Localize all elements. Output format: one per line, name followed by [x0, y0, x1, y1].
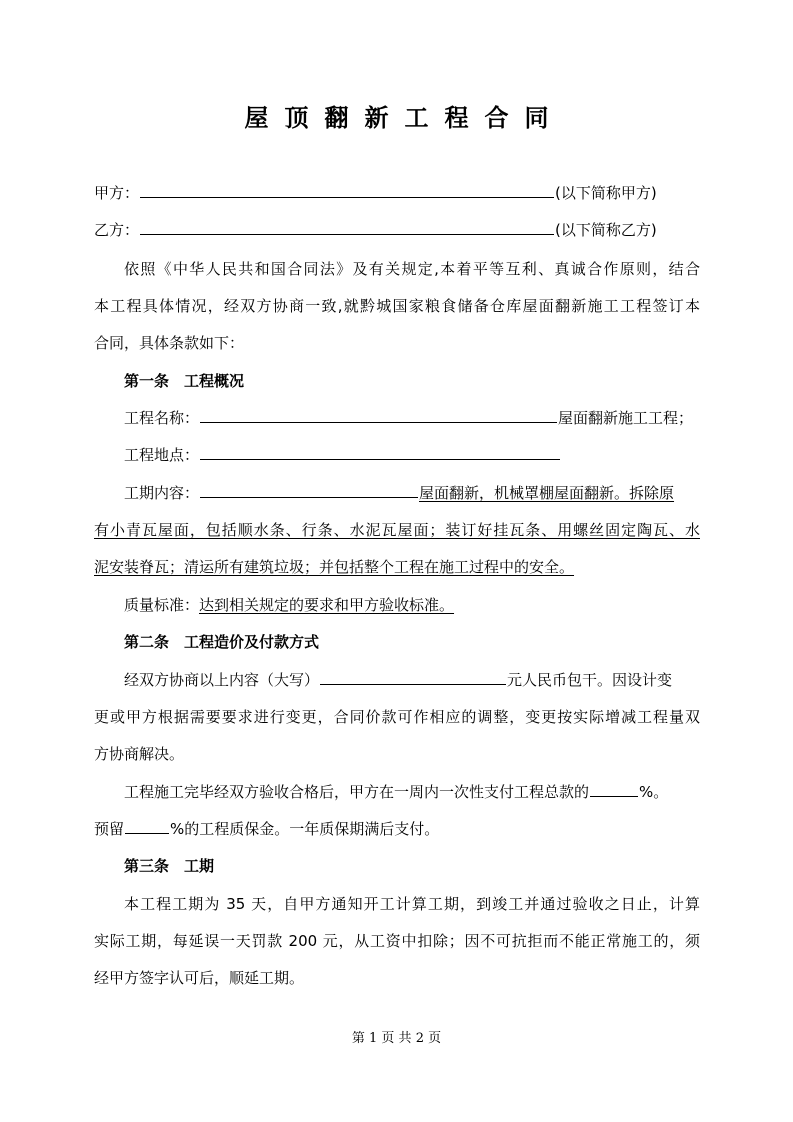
payment-suffix: %。	[639, 783, 669, 801]
work-content-text-2: 有小青瓦屋面，包括顺水条、行条、水泥瓦屋面；装订好挂瓦条、用螺丝固定陶瓦、水	[94, 521, 700, 539]
article-3-heading: 第三条 工期	[124, 857, 215, 875]
project-name-suffix: 屋面翻新施工工程；	[558, 409, 694, 427]
price-prefix: 经双方协商以上内容（大写）	[124, 671, 320, 689]
price-line-2: 更或甲方根据需要要求进行变更，合同价款可作相应的调整，变更按实际增减工程量双	[94, 708, 700, 726]
project-site-label: 工程地点：	[124, 446, 200, 464]
schedule-line-1: 本工程工期为 35 天，自甲方通知开工计算工期，到竣工并通过验收之日止，计算	[124, 895, 700, 913]
payment-line-2	[94, 811, 700, 847]
party-b-blank	[140, 220, 554, 235]
party-b-suffix: (以下简称乙方)	[555, 221, 657, 239]
party-a-suffix: (以下简称甲方)	[555, 184, 657, 202]
article-2-heading: 第二条 工程造价及付款方式	[124, 633, 320, 651]
quality-value: 达到相关规定的要求和甲方验收标准。	[199, 596, 455, 614]
project-site-line	[94, 437, 700, 473]
payment-percent-blank	[590, 782, 638, 797]
project-site-blank	[200, 445, 560, 460]
article-1-heading: 第一条 工程概况	[124, 372, 245, 390]
payment-line-1	[94, 774, 700, 810]
schedule-line-2: 实际工期，每延误一天罚款 200 元，从工资中扣除；因不可抗拒而不能正常施工的，须	[94, 932, 700, 950]
work-content-blank	[200, 483, 418, 498]
party-b-line	[94, 212, 700, 248]
page-footer: 第 1 页 共 2 页	[351, 1031, 442, 1046]
quality-line	[94, 587, 700, 623]
intro-line-3: 合同，具体条款如下：	[94, 334, 245, 352]
work-content-line-1	[94, 475, 700, 511]
quality-label: 质量标准：	[124, 596, 200, 614]
schedule-line-3: 经甲方签字认可后，顺延工期。	[94, 969, 305, 987]
project-name-blank	[200, 408, 557, 423]
work-content-label: 工期内容：	[124, 484, 200, 502]
work-content-line-2	[94, 512, 700, 548]
work-content-text-3: 泥安装脊瓦；清运所有建筑垃圾；并包括整个工程在施工过程中的安全。	[94, 558, 575, 576]
party-b-label: 乙方：	[94, 221, 140, 239]
intro-line-2: 本工程具体情况，经双方协商一致,就黔城国家粮食储备仓库屋面翻新施工工程签订本	[94, 297, 700, 315]
party-a-blank	[140, 183, 554, 198]
price-line-1	[94, 662, 700, 698]
document-title: 屋顶翻新工程合同	[244, 103, 565, 132]
retention-percent-blank	[125, 819, 169, 834]
price-blank	[320, 670, 506, 685]
payment-prefix: 工程施工完毕经双方验收合格后，甲方在一周内一次性支付工程总款的	[124, 783, 590, 801]
party-a-line	[94, 175, 700, 211]
intro-line-1: 依照《中华人民共和国合同法》及有关规定,本着平等互利、真诚合作原则，结合	[124, 260, 700, 278]
price-suffix: 元人民币包干。因设计变	[507, 671, 673, 689]
retention-suffix: %的工程质保金。一年质保期满后支付。	[170, 820, 440, 838]
price-line-3: 方协商解决。	[94, 745, 185, 763]
project-name-label: 工程名称：	[124, 409, 200, 427]
work-content-text-1: 屋面翻新，机械罩棚屋面翻新。拆除原	[419, 484, 675, 502]
project-name-line	[94, 400, 700, 436]
work-content-line-3	[94, 549, 700, 585]
party-a-label: 甲方：	[94, 184, 140, 202]
retention-prefix: 预留	[94, 820, 125, 838]
